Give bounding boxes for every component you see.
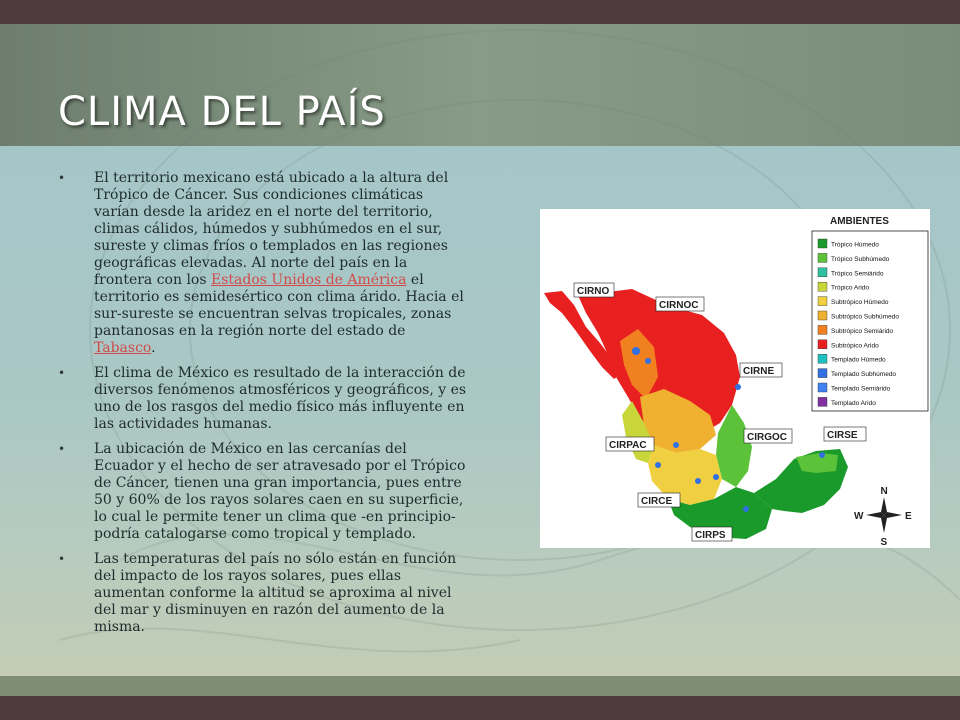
region-label-cirpac: CIRPAC [609, 440, 647, 451]
legend-swatch [818, 282, 827, 291]
legend-label: Templado Arido [831, 399, 876, 407]
legend-label: Templado Semiárido [831, 385, 891, 393]
bullet-text: . [151, 340, 156, 356]
mexico-climate-map [540, 209, 930, 548]
region-label-cirps: CIRPS [695, 530, 726, 541]
station-marker [695, 478, 701, 484]
svg-text:E: E [905, 511, 912, 522]
bullet-glyph: • [58, 552, 66, 566]
legend-label: Subtrópico Arido [831, 342, 879, 350]
station-marker [673, 442, 679, 448]
legend-label: Trópico Semiárido [831, 270, 884, 278]
legend-label: Trópico Arido [831, 284, 870, 292]
bullet-glyph: • [58, 366, 66, 380]
legend-swatch [818, 253, 827, 262]
bullet-text: El clima de México es resultado de la interacción de diversos fenómenos atmosféricos y geográficos, y es uno de los rasgos del medio físico más influyente en las actividades humanas. [94, 365, 467, 432]
bullet-text: El territorio mexicano está ubicado a la altura del Trópico de Cáncer. Sus condiciones climáticas varían desde la aridez en el norte del territorio, climas cálidos, húmedos y subhúmedos en el sur, sureste y climas fríos o templados en las regiones geográficas elevadas. Al norte del país en la frontera con los [94, 170, 449, 288]
legend-swatch [818, 311, 827, 320]
region-label-cirno: CIRNO [577, 286, 610, 297]
top-bar [0, 0, 960, 24]
link-estados-unidos[interactable]: Estados Unidos de América [211, 272, 407, 288]
station-marker [645, 358, 651, 364]
legend-swatch [818, 369, 827, 378]
link-tabasco[interactable]: Tabasco [94, 340, 152, 356]
station-marker [655, 462, 661, 468]
region-label-cirgoc: CIRGOC [747, 432, 787, 443]
footer-band [0, 676, 960, 696]
legend-label: Trópico Subhúmedo [831, 255, 890, 263]
svg-text:S: S [880, 537, 888, 548]
legend-swatch [818, 383, 827, 392]
bullet-item [58, 551, 468, 636]
bullet-item [58, 170, 468, 357]
region-label-cirne: CIRNE [743, 366, 775, 377]
legend-swatch [818, 239, 827, 248]
bullet-glyph: • [58, 171, 66, 185]
bullet-glyph: • [58, 442, 66, 456]
station-marker [632, 347, 640, 355]
svg-text:N: N [880, 486, 888, 497]
bullet-text: Las temperaturas del país no sólo están en función del impacto de los rayos solares, pues ellas aumentan conforme la altitud se aproxima al nivel del mar y disminuyen en razón del aumento de la misma. [94, 551, 457, 635]
legend-label: Subtrópico Subhúmedo [831, 313, 899, 321]
bullet-text: La ubicación de México en las cercanías del Ecuador y el hecho de ser atravesado por el Trópico de Cáncer, tienen una gran importancia, pues entre 50 y 60% de los rayos solares caen en su superficie, lo cual le permite tener un clima que -en principio- podría catalogarse como tropical y templado. [94, 441, 466, 542]
map-land [544, 289, 848, 539]
bullet-item [58, 441, 468, 543]
bullet-item [58, 365, 468, 433]
legend-swatch [818, 397, 827, 406]
map-drawing [540, 209, 930, 548]
station-marker [819, 452, 825, 458]
legend-label: Subtrópico Húmedo [831, 299, 889, 307]
svg-text:W: W [854, 511, 864, 522]
map-legend [812, 216, 928, 411]
station-marker [713, 474, 719, 480]
bullet-text: el territorio es semidesértico con clima árido. Hacia el sur-sureste se encuentran selvas tropicales, zonas pantanosas en la región norte del estado de [94, 272, 464, 339]
bullet-list [58, 170, 468, 644]
legend-label: Subtrópico Semiárido [831, 327, 894, 335]
station-marker [735, 384, 741, 390]
legend-swatch [818, 340, 827, 349]
legend-swatch [818, 268, 827, 277]
region-label-cirnoc: CIRNOC [659, 300, 699, 311]
legend-title: AMBIENTES [830, 216, 889, 227]
station-marker [743, 506, 749, 512]
legend-label: Templado Subhúmedo [831, 371, 897, 379]
legend-label: Trópico Húmedo [831, 241, 879, 249]
legend-swatch [818, 354, 827, 363]
region-label-cirse: CIRSE [827, 430, 858, 441]
compass-rose-icon [854, 486, 912, 548]
bottom-bar [0, 696, 960, 720]
legend-label: Templado Húmedo [831, 356, 886, 364]
legend-swatch [818, 325, 827, 334]
legend-swatch [818, 297, 827, 306]
region-label-circe: CIRCE [641, 496, 673, 507]
slide-title: CLIMA DEL PAÍS [58, 89, 386, 135]
